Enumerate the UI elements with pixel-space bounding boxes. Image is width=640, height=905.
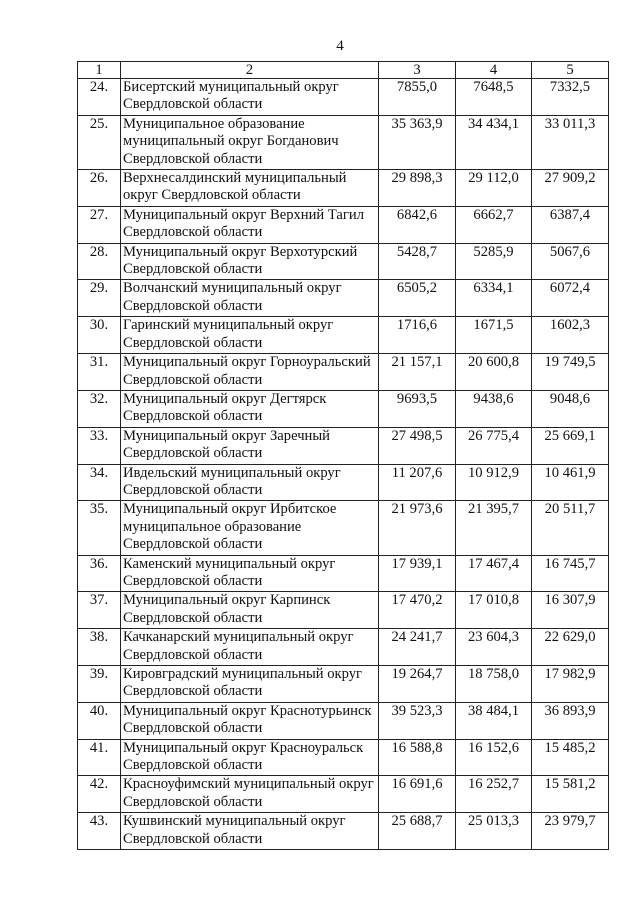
table-row xyxy=(78,354,609,391)
table-row xyxy=(78,813,609,850)
value-col-4: 17 467,4 xyxy=(456,555,532,592)
table-row xyxy=(78,629,609,666)
municipality-name: Верхнесалдинский муниципальный округ Свердловской области xyxy=(121,170,379,207)
column-header-3: 3 xyxy=(379,62,456,79)
value-col-5: 9048,6 xyxy=(532,390,609,427)
municipality-name: Волчанский муниципальный округ Свердловской области xyxy=(121,280,379,317)
value-col-4: 9438,6 xyxy=(456,390,532,427)
table-row xyxy=(78,666,609,703)
table-row xyxy=(78,317,609,354)
value-col-3: 11 207,6 xyxy=(379,464,456,501)
table-row xyxy=(78,427,609,464)
value-col-3: 19 264,7 xyxy=(379,666,456,703)
value-col-4: 29 112,0 xyxy=(456,170,532,207)
value-col-5: 36 893,9 xyxy=(532,702,609,739)
value-col-4: 17 010,8 xyxy=(456,592,532,629)
value-col-5: 7332,5 xyxy=(532,79,609,116)
value-col-5: 23 979,7 xyxy=(532,813,609,850)
row-number: 43. xyxy=(78,813,121,850)
value-col-5: 16 745,7 xyxy=(532,555,609,592)
value-col-5: 1602,3 xyxy=(532,317,609,354)
table-row xyxy=(78,776,609,813)
municipality-name: Муниципальный округ Ирбитское муниципальное образование Свердловской области xyxy=(121,501,379,555)
table-row xyxy=(78,170,609,207)
row-number: 42. xyxy=(78,776,121,813)
value-col-3: 17 470,2 xyxy=(379,592,456,629)
row-number: 34. xyxy=(78,464,121,501)
page-number: 4 xyxy=(336,38,344,54)
value-col-3: 29 898,3 xyxy=(379,170,456,207)
table-row xyxy=(78,592,609,629)
value-col-4: 23 604,3 xyxy=(456,629,532,666)
row-number: 27. xyxy=(78,206,121,243)
value-col-3: 39 523,3 xyxy=(379,702,456,739)
value-col-4: 18 758,0 xyxy=(456,666,532,703)
table-body xyxy=(78,79,609,850)
value-col-4: 6662,7 xyxy=(456,206,532,243)
value-col-4: 38 484,1 xyxy=(456,702,532,739)
value-col-5: 16 307,9 xyxy=(532,592,609,629)
value-col-5: 25 669,1 xyxy=(532,427,609,464)
row-number: 41. xyxy=(78,739,121,776)
value-col-4: 10 912,9 xyxy=(456,464,532,501)
table-row xyxy=(78,280,609,317)
value-col-3: 16 588,8 xyxy=(379,739,456,776)
municipality-name: Бисертский муниципальный округ Свердловской области xyxy=(121,79,379,116)
value-col-4: 16 252,7 xyxy=(456,776,532,813)
table-row xyxy=(78,739,609,776)
data-table xyxy=(77,61,609,850)
table-row xyxy=(78,501,609,555)
table-row xyxy=(78,243,609,280)
row-number: 26. xyxy=(78,170,121,207)
row-number: 38. xyxy=(78,629,121,666)
value-col-5: 15 485,2 xyxy=(532,739,609,776)
value-col-4: 26 775,4 xyxy=(456,427,532,464)
municipality-name: Муниципальный округ Карпинск Свердловской области xyxy=(121,592,379,629)
value-col-3: 16 691,6 xyxy=(379,776,456,813)
municipality-name: Гаринский муниципальный округ Свердловской области xyxy=(121,317,379,354)
value-col-3: 5428,7 xyxy=(379,243,456,280)
value-col-5: 19 749,5 xyxy=(532,354,609,391)
column-header-4: 4 xyxy=(456,62,532,79)
value-col-3: 35 363,9 xyxy=(379,115,456,169)
column-header-1: 1 xyxy=(78,62,121,79)
row-number: 29. xyxy=(78,280,121,317)
table-row xyxy=(78,206,609,243)
municipality-name: Кировградский муниципальный округ Свердловской области xyxy=(121,666,379,703)
value-col-3: 25 688,7 xyxy=(379,813,456,850)
value-col-5: 6072,4 xyxy=(532,280,609,317)
municipality-name: Муниципальный округ Заречный Свердловской области xyxy=(121,427,379,464)
municipality-name: Каменский муниципальный округ Свердловской области xyxy=(121,555,379,592)
table-row xyxy=(78,390,609,427)
value-col-4: 16 152,6 xyxy=(456,739,532,776)
value-col-3: 9693,5 xyxy=(379,390,456,427)
municipality-name: Качканарский муниципальный округ Свердловской области xyxy=(121,629,379,666)
value-col-4: 21 395,7 xyxy=(456,501,532,555)
value-col-3: 21 973,6 xyxy=(379,501,456,555)
value-col-5: 20 511,7 xyxy=(532,501,609,555)
value-col-3: 6505,2 xyxy=(379,280,456,317)
value-col-3: 6842,6 xyxy=(379,206,456,243)
row-number: 30. xyxy=(78,317,121,354)
row-number: 25. xyxy=(78,115,121,169)
table-row xyxy=(78,115,609,169)
row-number: 35. xyxy=(78,501,121,555)
municipality-name: Муниципальный округ Горноуральский Свердловской области xyxy=(121,354,379,391)
value-col-5: 15 581,2 xyxy=(532,776,609,813)
value-col-5: 17 982,9 xyxy=(532,666,609,703)
column-header-5: 5 xyxy=(532,62,609,79)
municipality-name: Муниципальный округ Красноуральск Свердловской области xyxy=(121,739,379,776)
value-col-5: 27 909,2 xyxy=(532,170,609,207)
table-row xyxy=(78,702,609,739)
value-col-5: 22 629,0 xyxy=(532,629,609,666)
value-col-3: 1716,6 xyxy=(379,317,456,354)
value-col-3: 24 241,7 xyxy=(379,629,456,666)
municipality-name: Муниципальный округ Верхотурский Свердловской области xyxy=(121,243,379,280)
municipality-name: Муниципальный округ Краснотурьинск Свердловской области xyxy=(121,702,379,739)
table-row xyxy=(78,79,609,116)
value-col-3: 21 157,1 xyxy=(379,354,456,391)
row-number: 36. xyxy=(78,555,121,592)
value-col-3: 17 939,1 xyxy=(379,555,456,592)
table-row xyxy=(78,464,609,501)
row-number: 33. xyxy=(78,427,121,464)
value-col-3: 7855,0 xyxy=(379,79,456,116)
municipality-name: Красноуфимский муниципальный округ Свердловской области xyxy=(121,776,379,813)
table-header-row xyxy=(78,62,609,79)
column-header-2: 2 xyxy=(121,62,379,79)
value-col-5: 6387,4 xyxy=(532,206,609,243)
row-number: 28. xyxy=(78,243,121,280)
value-col-3: 27 498,5 xyxy=(379,427,456,464)
value-col-4: 1671,5 xyxy=(456,317,532,354)
row-number: 24. xyxy=(78,79,121,116)
value-col-4: 34 434,1 xyxy=(456,115,532,169)
municipality-name: Муниципальное образование муниципальный округ Богданович Свердловской области xyxy=(121,115,379,169)
municipality-name: Кушвинский муниципальный округ Свердловской области xyxy=(121,813,379,850)
value-col-4: 20 600,8 xyxy=(456,354,532,391)
municipality-name: Ивдельский муниципальный округ Свердловской области xyxy=(121,464,379,501)
row-number: 31. xyxy=(78,354,121,391)
table-row xyxy=(78,555,609,592)
value-col-4: 5285,9 xyxy=(456,243,532,280)
row-number: 32. xyxy=(78,390,121,427)
value-col-5: 5067,6 xyxy=(532,243,609,280)
value-col-5: 10 461,9 xyxy=(532,464,609,501)
value-col-4: 7648,5 xyxy=(456,79,532,116)
value-col-5: 33 011,3 xyxy=(532,115,609,169)
row-number: 37. xyxy=(78,592,121,629)
row-number: 40. xyxy=(78,702,121,739)
value-col-4: 25 013,3 xyxy=(456,813,532,850)
municipality-name: Муниципальный округ Верхний Тагил Свердловской области xyxy=(121,206,379,243)
row-number: 39. xyxy=(78,666,121,703)
municipality-name: Муниципальный округ Дегтярск Свердловской области xyxy=(121,390,379,427)
value-col-4: 6334,1 xyxy=(456,280,532,317)
